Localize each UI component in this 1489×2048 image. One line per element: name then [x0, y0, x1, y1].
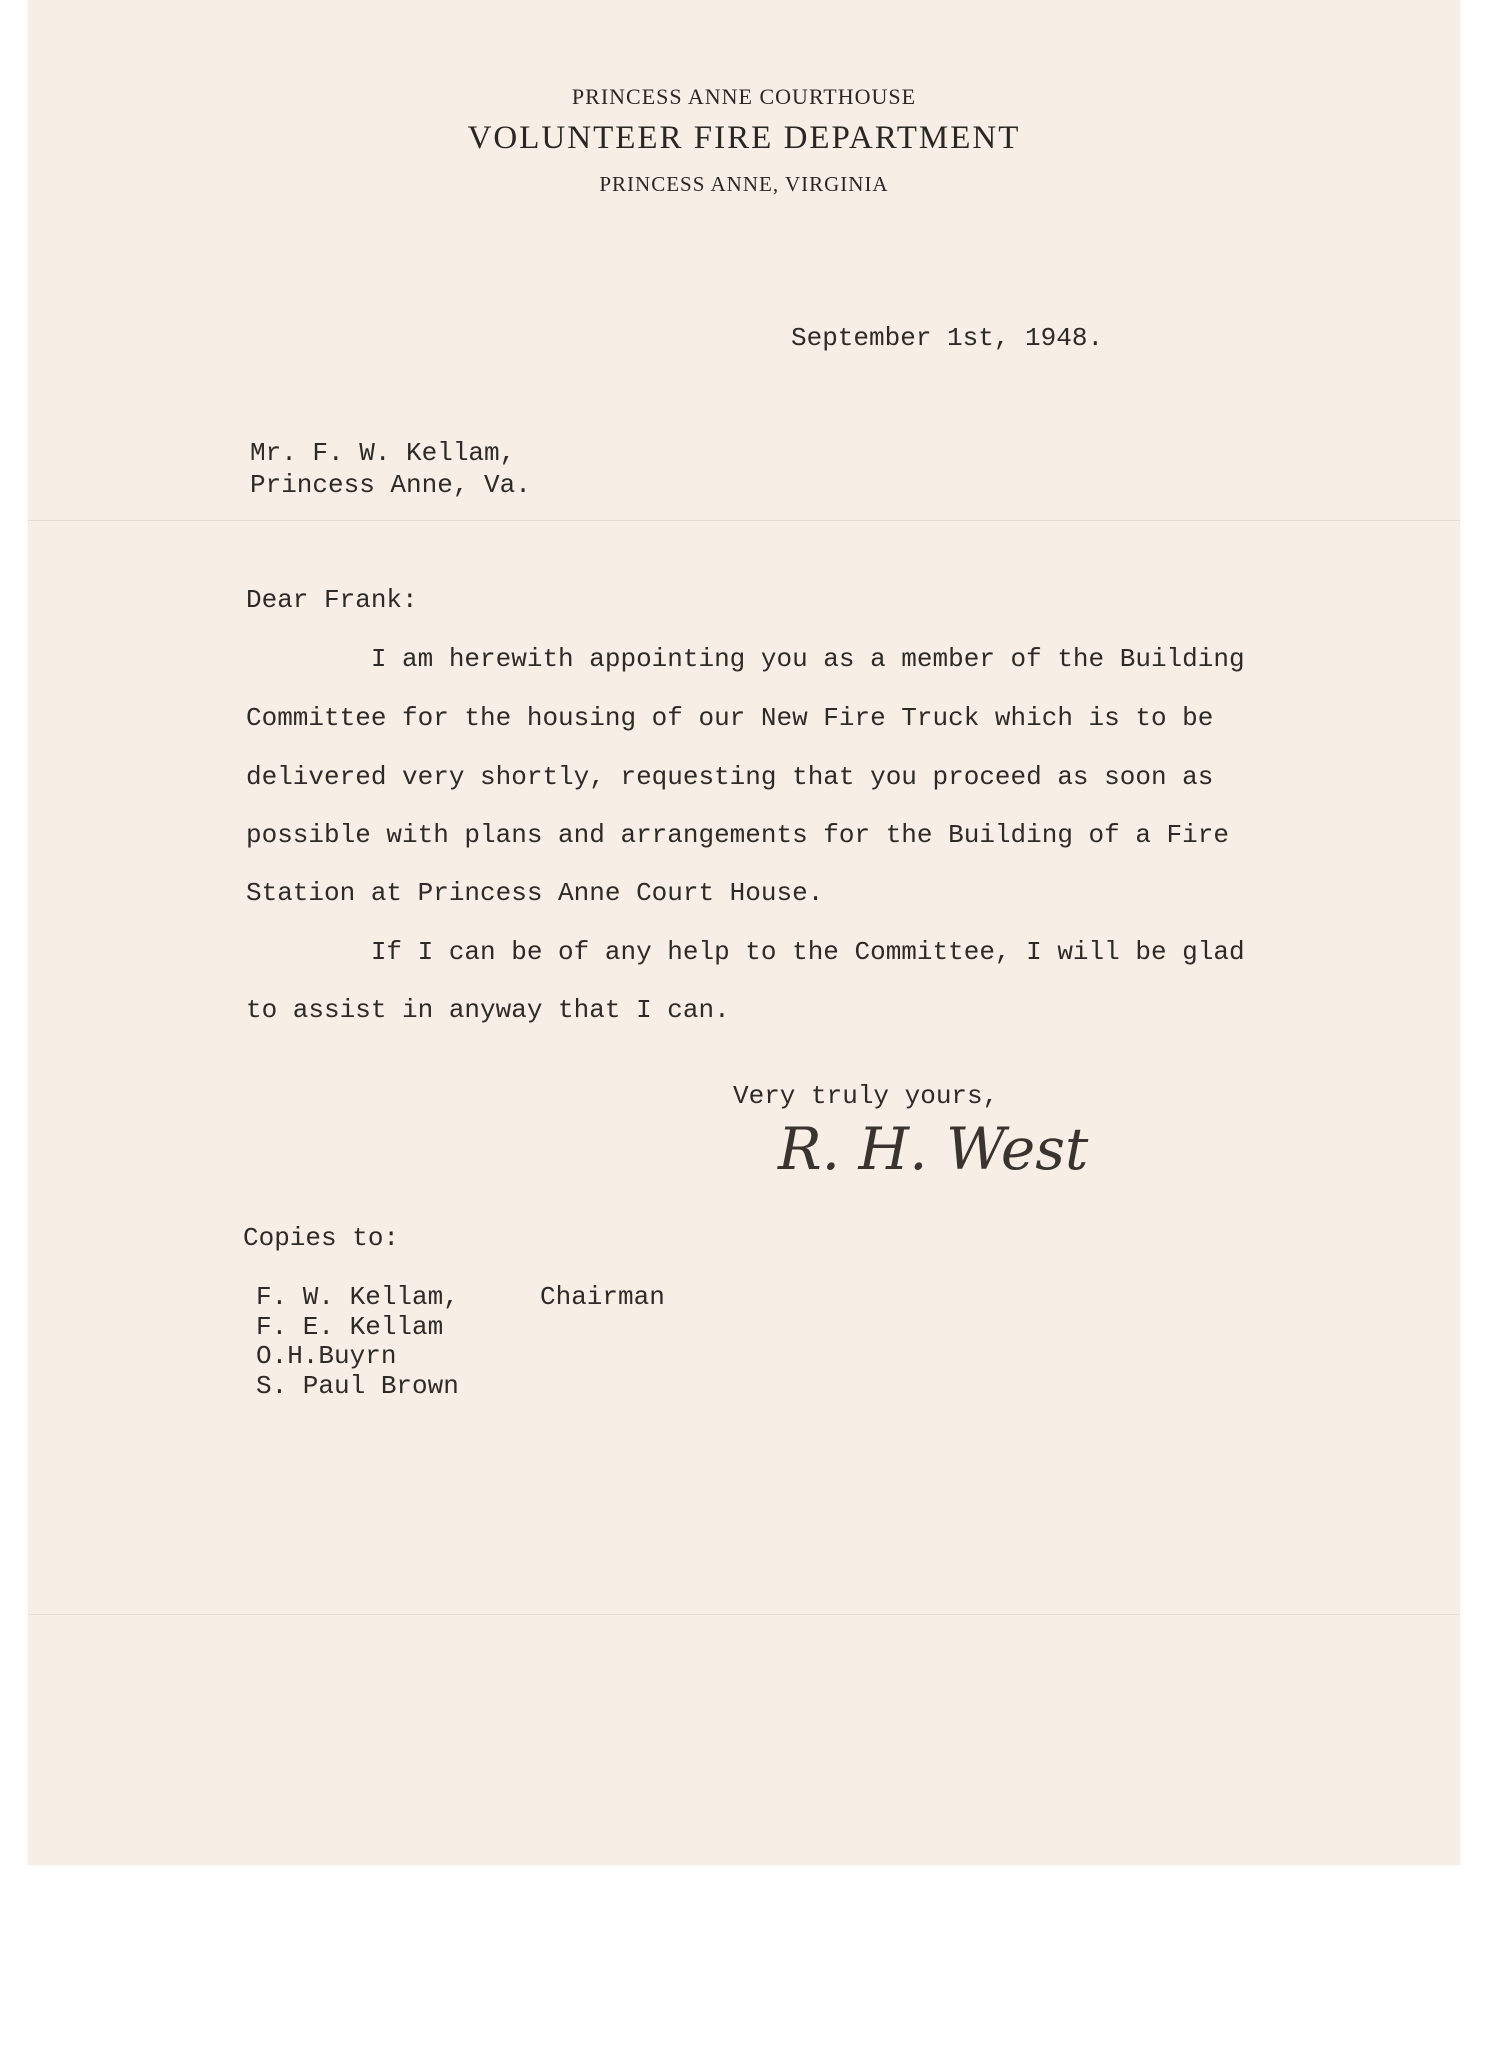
- copies-name: S. Paul Brown: [256, 1371, 459, 1401]
- signature: R. H. West: [778, 1115, 1089, 1183]
- body-line: possible with plans and arrangements for the Building of a Fire: [246, 820, 1229, 850]
- letterhead-line-3: PRINCESS ANNE, VIRGINIA: [599, 172, 889, 196]
- letterhead-line-1: PRINCESS ANNE COURTHOUSE: [571, 84, 917, 109]
- copies-name: F. E. Kellam: [256, 1312, 444, 1342]
- fold-line: [28, 1614, 1460, 1615]
- copies-heading: Copies to:: [243, 1223, 400, 1253]
- body-line: delivered very shortly, requesting that you proceed as soon as: [246, 762, 1214, 792]
- copies-role: Chairman: [540, 1282, 665, 1312]
- copies-name: O.H.Buyrn: [256, 1341, 397, 1371]
- body-line: to assist in anyway that I can.: [246, 995, 730, 1025]
- body-line: If I can be of any help to the Committee, I will be glad: [246, 937, 1245, 967]
- body-line: Committee for the housing of our New Fire Truck which is to be: [246, 703, 1214, 733]
- recipient-name: Mr. F. W. Kellam,: [250, 438, 516, 468]
- body-line: Station at Princess Anne Court House.: [246, 878, 824, 908]
- letterhead-title: VOLUNTEER FIRE DEPARTMENT: [467, 120, 1021, 156]
- closing: Very truly yours,: [733, 1081, 999, 1111]
- copies-name: F. W. Kellam,: [256, 1282, 459, 1312]
- fold-line: [28, 520, 1460, 521]
- recipient-address: Princess Anne, Va.: [250, 470, 531, 500]
- letter-paper: [28, 0, 1460, 1865]
- letter-date: September 1st, 1948.: [791, 323, 1104, 353]
- salutation: Dear Frank:: [246, 585, 418, 615]
- body-line: I am herewith appointing you as a member of the Building: [246, 644, 1245, 674]
